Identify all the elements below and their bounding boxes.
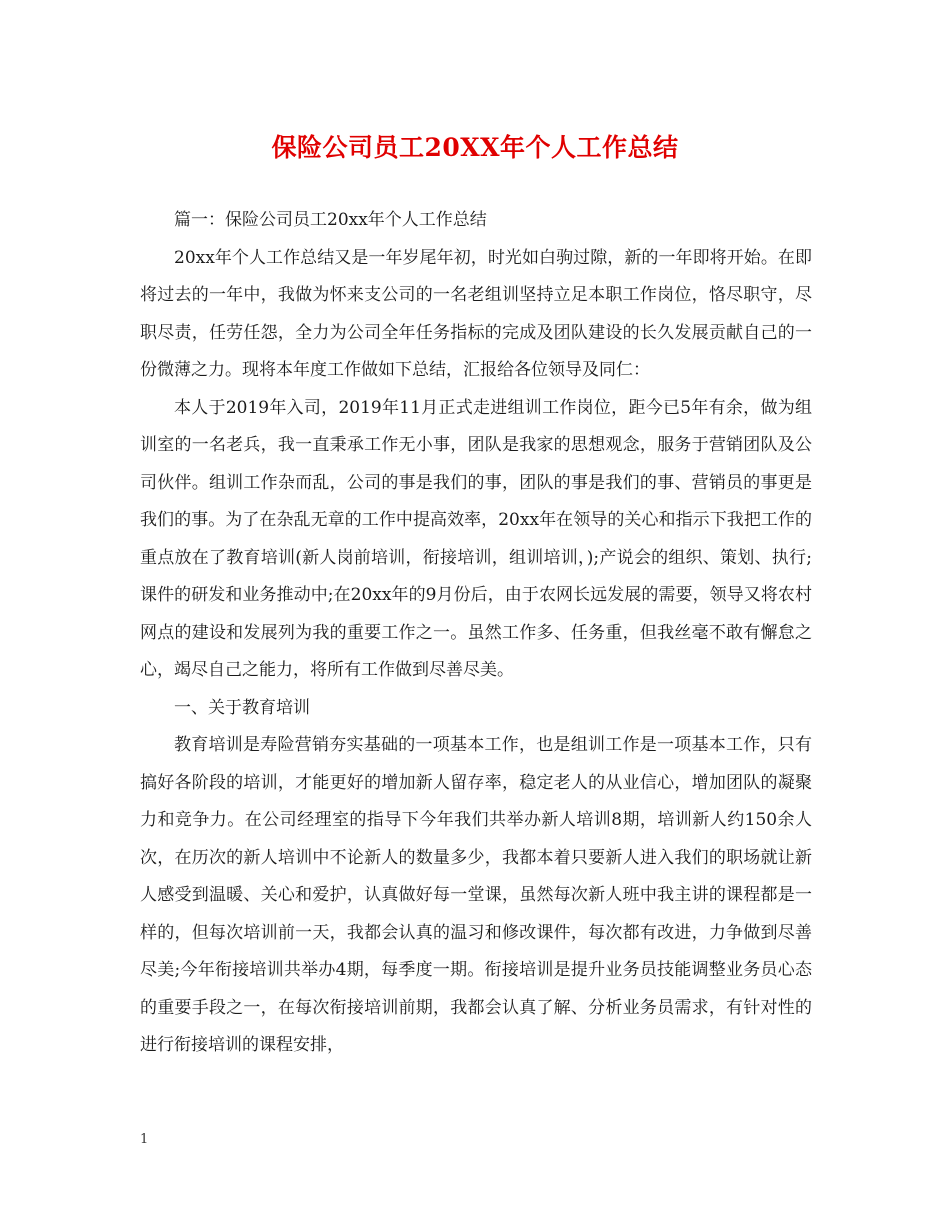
paragraph-background: 本人于2019年入司，2019年11月正式走进组训工作岗位，距今已5年有余，做为组训室的一名老兵，我一直秉承工作无小事，团队是我家的思想观念，服务于营销团队及公司伙伴。组训工作杂而乱，公司的事是我们的事，团队的事是我们的事、营销员的事更是我们的事。为了在杂乱无章的工作中提高效率，20xx年在领导的关心和指示下我把工作的重点放在了教育培训(新人岗前培训，衔接培训，组训培训，);产说会的组织、策划、执行;课件的研发和业务推动中;在20xx年的9月份后，由于农网长远发展的需要，领导又将农村网点的建设和发展列为我的重要工作之一。虽然工作多、任务重，但我丝毫不敢有懈怠之心，竭尽自己之能力，将所有工作做到尽善尽美。 bbox=[140, 397, 812, 680]
document-body bbox=[140, 202, 812, 1065]
document-title: 保险公司员工20XX年个人工作总结 bbox=[271, 133, 679, 162]
section-heading-education-training: 一、关于教育培训 bbox=[174, 697, 310, 718]
paragraph-education-training: 教育培训是寿险营销夯实基础的一项基本工作，也是组训工作是一项基本工作，只有搞好各阶段的培训，才能更好的增加新人留存率，稳定老人的从业信心，增加团队的凝聚力和竞争力。在公司经理室的指导下今年我们共举办新人培训8期，培训新人约150余人次，在历次的新人培训中不论新人的数量多少，我都本着只要新人进入我们的职场就让新人感受到温暖、关心和爱护，认真做好每一堂课，虽然每次新人班中我主讲的课程都是一样的，但每次培训前一天，我都会认真的温习和修改课件，每次都有改进，力争做到尽善尽美;今年衔接培训共举办4期，每季度一期。衔接培训是提升业务员技能调整业务员心态的重要手段之一，在每次衔接培训前期，我都会认真了解、分析业务员需求，有针对性的进行衔接培训的课程安排， bbox=[140, 735, 812, 1055]
section-heading-part-one: 篇一：保险公司员工20xx年个人工作总结 bbox=[174, 210, 487, 230]
paragraph-intro: 20xx年个人工作总结又是一年岁尾年初，时光如白驹过隙，新的一年即将开始。在即将过去的一年中，我做为怀来支公司的一名老组训坚持立足本职工作岗位，恪尽职守，尽职尽责，任劳任怨，全力为公司全年任务指标的完成及团队建设的长久发展贡献自己的一份微薄之力。现将本年度工作做如下总结，汇报给各位领导及同仁： bbox=[140, 247, 812, 380]
page-number: 1 bbox=[140, 1132, 149, 1147]
